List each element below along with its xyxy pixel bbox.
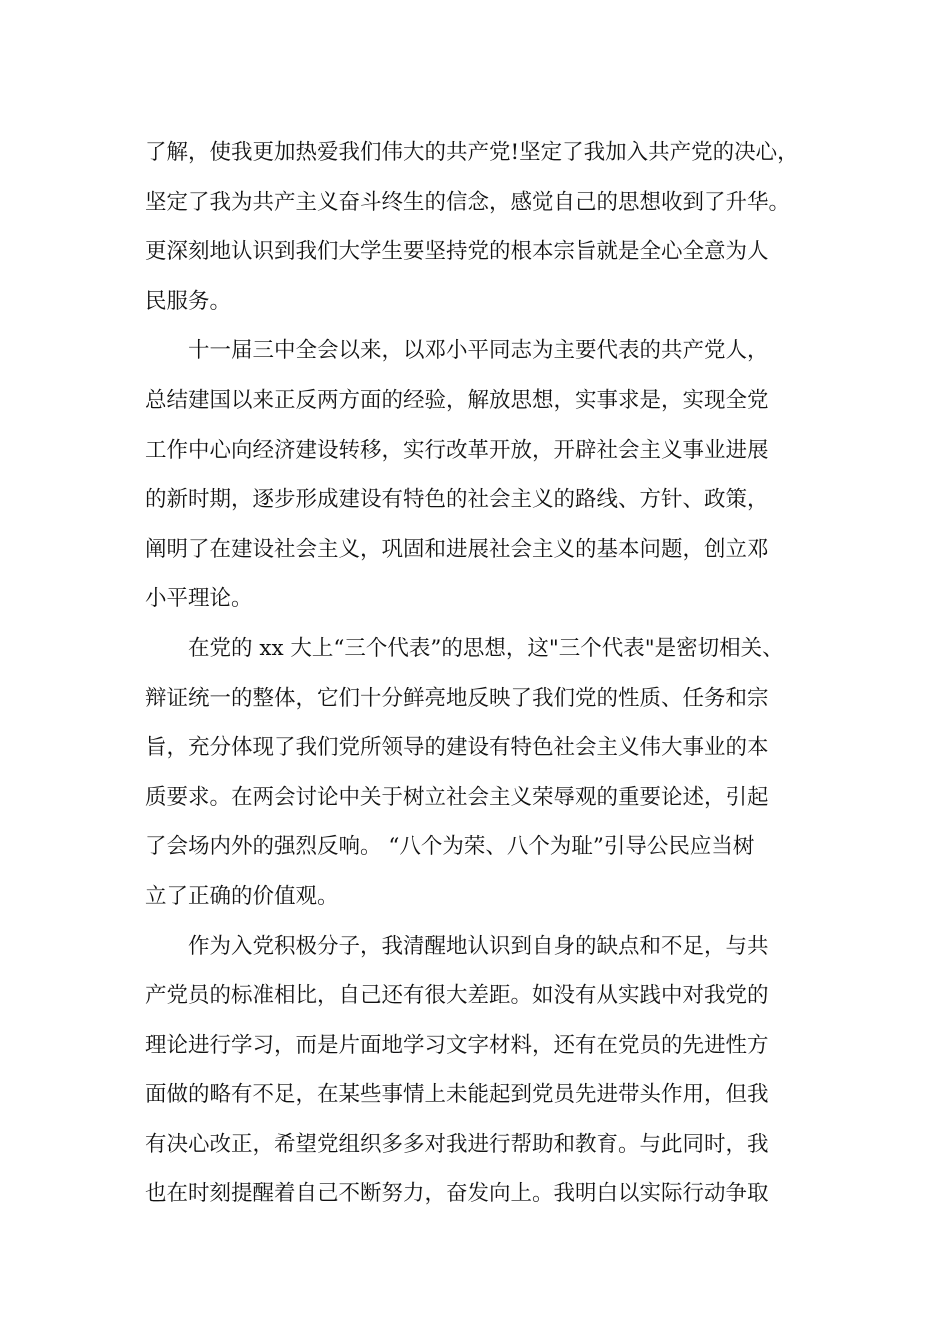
document-body (145, 128, 810, 1219)
text-line: 辩证统一的整体，它们十分鲜亮地反映了我们党的性质、任务和宗 (145, 685, 769, 711)
text-line: 立了正确的价值观。 (145, 883, 339, 909)
text-line: 的新时期，逐步形成建设有特色的社会主义的路线、方针、政策， (145, 487, 769, 513)
paragraph-first-line: 十一届三中全会以来，以邓小平同志为主要代表的共产党人， (188, 338, 769, 364)
text-line: 理论进行学习，而是片面地学习文字材料，还有在党员的先进性方 (145, 1032, 769, 1058)
paragraph-first-line: 在党的 xx 大上“三个代表”的思想，这"三个代表"是密切相关、 (188, 635, 784, 661)
text-line: 小平理论。 (145, 586, 253, 612)
text-line: 了会场内外的强烈反响。 “八个为荣、八个为耻”引导公民应当树 (145, 834, 755, 860)
text-line: 面做的略有不足，在某些事情上未能起到党员先进带头作用，但我 (145, 1082, 769, 1108)
text-line: 工作中心向经济建设转移，实行改革开放，开辟社会主义事业进展 (145, 437, 769, 463)
text-line: 了解，使我更加热爱我们伟大的共产党!坚定了我加入共产党的决心， (145, 140, 799, 165)
text-line: 也在时刻提醒着自己不断努力，奋发向上。我明白以实际行动争取 (145, 1181, 769, 1207)
text-line: 总结建国以来正反两方面的经验，解放思想，实事求是，实现全党 (145, 387, 769, 413)
text-line: 坚定了我为共产主义奋斗终生的信念，感觉自己的思想收到了升华。 (145, 189, 791, 215)
text-line: 阐明了在建设社会主义，巩固和进展社会主义的基本问题，创立邓 (145, 536, 769, 562)
text-line: 更深刻地认识到我们大学生要坚持党的根本宗旨就是全心全意为人 (145, 239, 769, 265)
paragraph-first-line: 作为入党积极分子，我清醒地认识到自身的缺点和不足，与共 (188, 933, 769, 959)
text-line: 旨，充分体现了我们党所领导的建设有特色社会主义伟大事业的本 (145, 735, 769, 761)
text-line: 有决心改正，希望党组织多多对我进行帮助和教育。与此同时，我 (145, 1131, 769, 1157)
text-line: 质要求。在两会讨论中关于树立社会主义荣辱观的重要论述，引起 (145, 784, 769, 810)
text-line: 产党员的标准相比，自己还有很大差距。如没有从实践中对我党的 (145, 983, 769, 1009)
text-line: 民服务。 (145, 288, 232, 314)
